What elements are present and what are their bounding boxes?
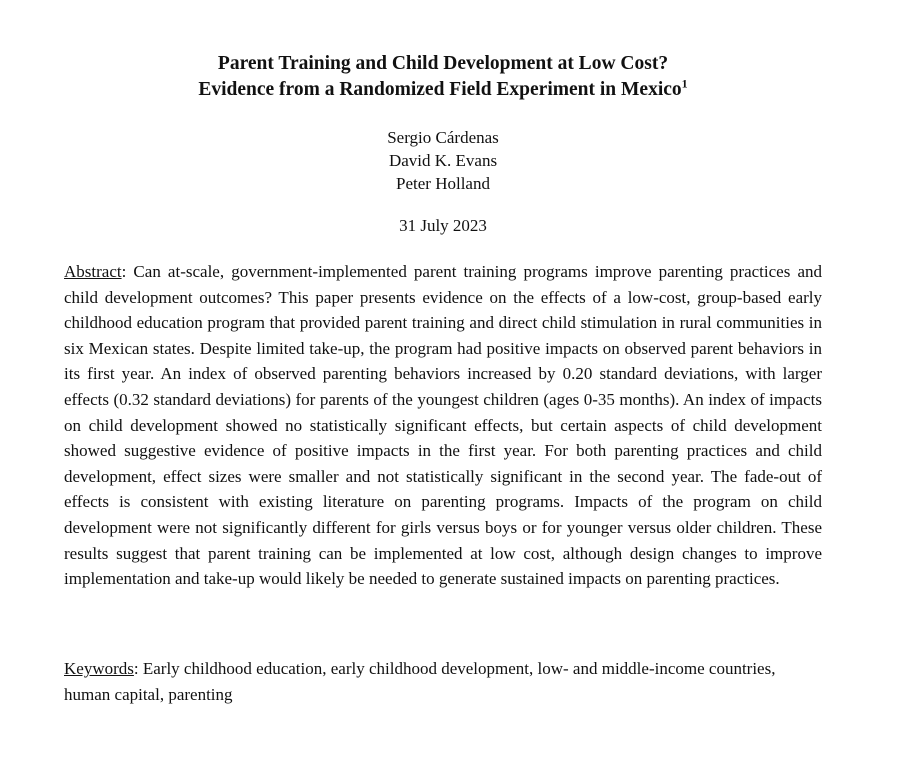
author-name: David K. Evans: [388, 151, 498, 170]
paper-title: [64, 51, 822, 103]
title-footnote-marker[interactable]: 1: [681, 76, 688, 91]
abstract-paragraph: [64, 259, 822, 592]
abstract-label: Abstract: [64, 262, 122, 281]
title-line-2-text: Evidence from a Randomized Field Experiment in Mexico: [198, 79, 682, 100]
keywords-label: Keywords: [64, 659, 134, 678]
abstract-text: : Can at-scale, government-implemented parent training programs improve parenting practices and child development outcomes? This paper presents evidence on the effects of a low-cost, group-based early childhood education program that provided parent training and direct child stimulation in rural communities in six Mexican states. Despite limited take-up, the program had positive impacts on observed parent behaviors in its first year. An index of observed parenting behaviors increased by 0.20 standard deviations, with larger effects (0.32 standard deviations) for parents of the youngest children (ages 0-35 months). An index of impacts on child development showed no statistically significant effects, but certain aspects of child development showed suggestive evidence of positive impacts in the first year. For both parenting practices and child development, effect sizes were smaller and not statistically significant in the second year. The fade-out of effects is consistent with existing literature on parenting programs. Impacts of the program on child development were not significantly different for girls versus boys or for younger versus older children. These results suggest that parent training can be implemented at low cost, although design changes to improve implementation and take-up would likely be needed to generate sustained impacts on parenting practices.: [64, 262, 822, 589]
title-line-2: [64, 77, 822, 103]
title-line-1: Parent Training and Child Development at Low Cost?: [217, 53, 669, 74]
author-name: Sergio Cárdenas: [387, 128, 499, 147]
author-list: [64, 126, 822, 195]
keywords-paragraph: [64, 656, 822, 707]
author-name: Peter Holland: [396, 174, 490, 193]
paper-date: 31 July 2023: [399, 216, 487, 235]
keywords-text: : Early childhood education, early childhood development, low- and middle-income countries, human capital, parenting: [64, 659, 776, 704]
